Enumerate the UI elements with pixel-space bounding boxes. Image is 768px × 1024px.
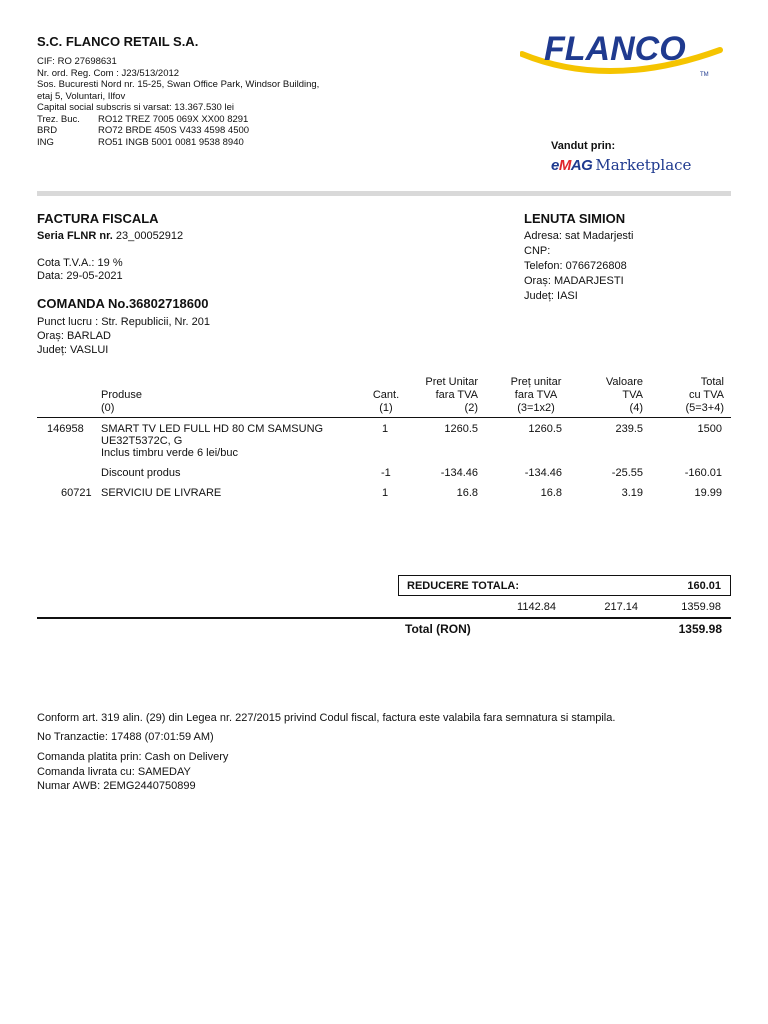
customer-cnp: CNP: [524,245,551,257]
sold-by-label: Vandut prin: [551,140,616,152]
row-total: 1500 [697,423,722,435]
series-value: 23_00052912 [115,230,184,242]
bank-iban: RO12 TREZ 7005 069X XX00 8291 [98,113,249,125]
company-details [37,56,337,148]
row-total: -160.01 [684,467,722,479]
table-header-rule [37,417,731,418]
bank-name: ING [37,136,54,148]
bank-row [37,125,337,137]
row-vat: -25.55 [611,467,643,479]
header-products: Produse (0) [101,389,142,414]
bank-name: Trez. Buc. [37,113,80,125]
row-qty: 1 [382,487,389,499]
subtotal-no-vat: 1142.84 [517,601,556,613]
transaction-number: No Tranzactie: 17488 (07:01:59 AM) [37,731,214,743]
row-description: SMART TV LED FULL HD 80 CM SAMSUNG UE32T5372C, G Inclus timbru verde 6 lei/buc [101,423,324,459]
total-discount-label: REDUCERE TOTALA: [407,580,520,592]
order-city: Oraș: BARLAD [37,330,111,342]
emag-wordmark [551,157,592,174]
header-vat: Valoare TVA (4) [605,376,643,414]
total-discount-value: 160.01 [687,580,721,592]
totals-rule [37,617,731,619]
logo-text: FLANCO [544,30,686,68]
order-county: Județ: VASLUI [37,344,109,356]
work-point: Punct lucru : Str. Republicii, Nr. 201 [37,316,211,328]
invoice-meta [37,257,123,283]
awb-number: Numar AWB: 2EMG2440750899 [37,780,196,792]
emag-m: M [558,156,571,174]
header-divider [37,191,731,196]
company-reg: Nr. ord. Reg. Com : J23/513/2012 [37,67,180,79]
row-unit: -134.46 [440,467,478,479]
customer-county: Județ: IASI [524,290,578,302]
company-capital: Capital social subscris si varsat: 13.367.530 lei [37,102,234,113]
row-total: 19.99 [694,487,722,499]
row-vat: 239.5 [615,423,643,435]
legal-note: Conform art. 319 alin. (29) din Legea nr. 227/2015 privind Codul fiscal, factura este valabila fara semnatura si stampila. [37,712,616,724]
bank-iban: RO51 INGB 5001 0081 9538 8940 [98,136,244,148]
row-description: SERVICIU DE LIVRARE [101,487,222,499]
flanco-logo [520,26,740,86]
row-qty: 1 [382,423,389,435]
payment-method: Comanda platita prin: Cash on Delivery [37,751,229,763]
row-description: Discount produs [101,467,181,479]
customer-name: LENUTA SIMION [524,211,626,226]
delivery-method: Comanda livrata cu: SAMEDAY [37,766,191,778]
series-label: Seria FLNR nr. [37,230,113,242]
emag-marketplace-logo [551,154,691,176]
header-unit-price: Preț unitar fara TVA (3=1x2) [510,376,562,414]
subtotal-vat: 217.14 [604,601,638,613]
invoice-title: FACTURA FISCALA [37,211,159,226]
row-code: 60721 [61,487,92,499]
emag-ag: AG [570,156,593,174]
order-details [37,315,210,357]
company-name: S.C. FLANCO RETAIL S.A. [37,34,199,49]
subtotal-total: 1359.98 [681,601,721,613]
header-qty: Cant. (1) [372,389,400,414]
header-unit-no-vat: Pret Unitar fara TVA (2) [425,376,478,414]
total-value: 1359.98 [678,622,722,636]
customer-address: Adresa: sat Madarjesti [524,230,634,242]
vat-rate: Cota T.V.A.: 19 % [37,257,123,269]
company-cif: CIF: RO 27698631 [37,56,117,67]
total-label: Total (RON) [405,622,471,636]
company-address: Sos. Bucuresti Nord nr. 15-25, Swan Office Park, Windsor Building, etaj 5, Voluntari, Ilfov [37,79,320,102]
row-vat: 3.19 [621,487,643,499]
bank-row [37,137,337,149]
invoice-date: Data: 29-05-2021 [37,270,123,282]
row-unit: 16.8 [456,487,478,499]
row-value: 1260.5 [528,423,562,435]
bank-row [37,114,337,126]
row-code: 146958 [47,423,84,435]
customer-details [524,229,633,304]
row-value: -134.46 [524,467,562,479]
header-total: Total cu TVA (5=3+4) [685,376,724,414]
emag-e: e [551,156,559,174]
invoice-series [37,230,183,242]
row-qty: -1 [381,467,391,479]
customer-city: Oraș: MADARJESTI [524,275,624,287]
bank-iban: RO72 BRDE 450S V433 4598 4500 [98,125,250,136]
order-title: COMANDA No.36802718600 [37,296,209,311]
total-discount-box [398,575,731,596]
logo-tm: TM [700,72,709,78]
row-value: 16.8 [540,487,562,499]
bank-name: BRD [37,125,58,136]
marketplace-word: Marketplace [595,156,692,174]
row-unit: 1260.5 [444,423,478,435]
customer-phone: Telefon: 0766726808 [524,260,627,272]
